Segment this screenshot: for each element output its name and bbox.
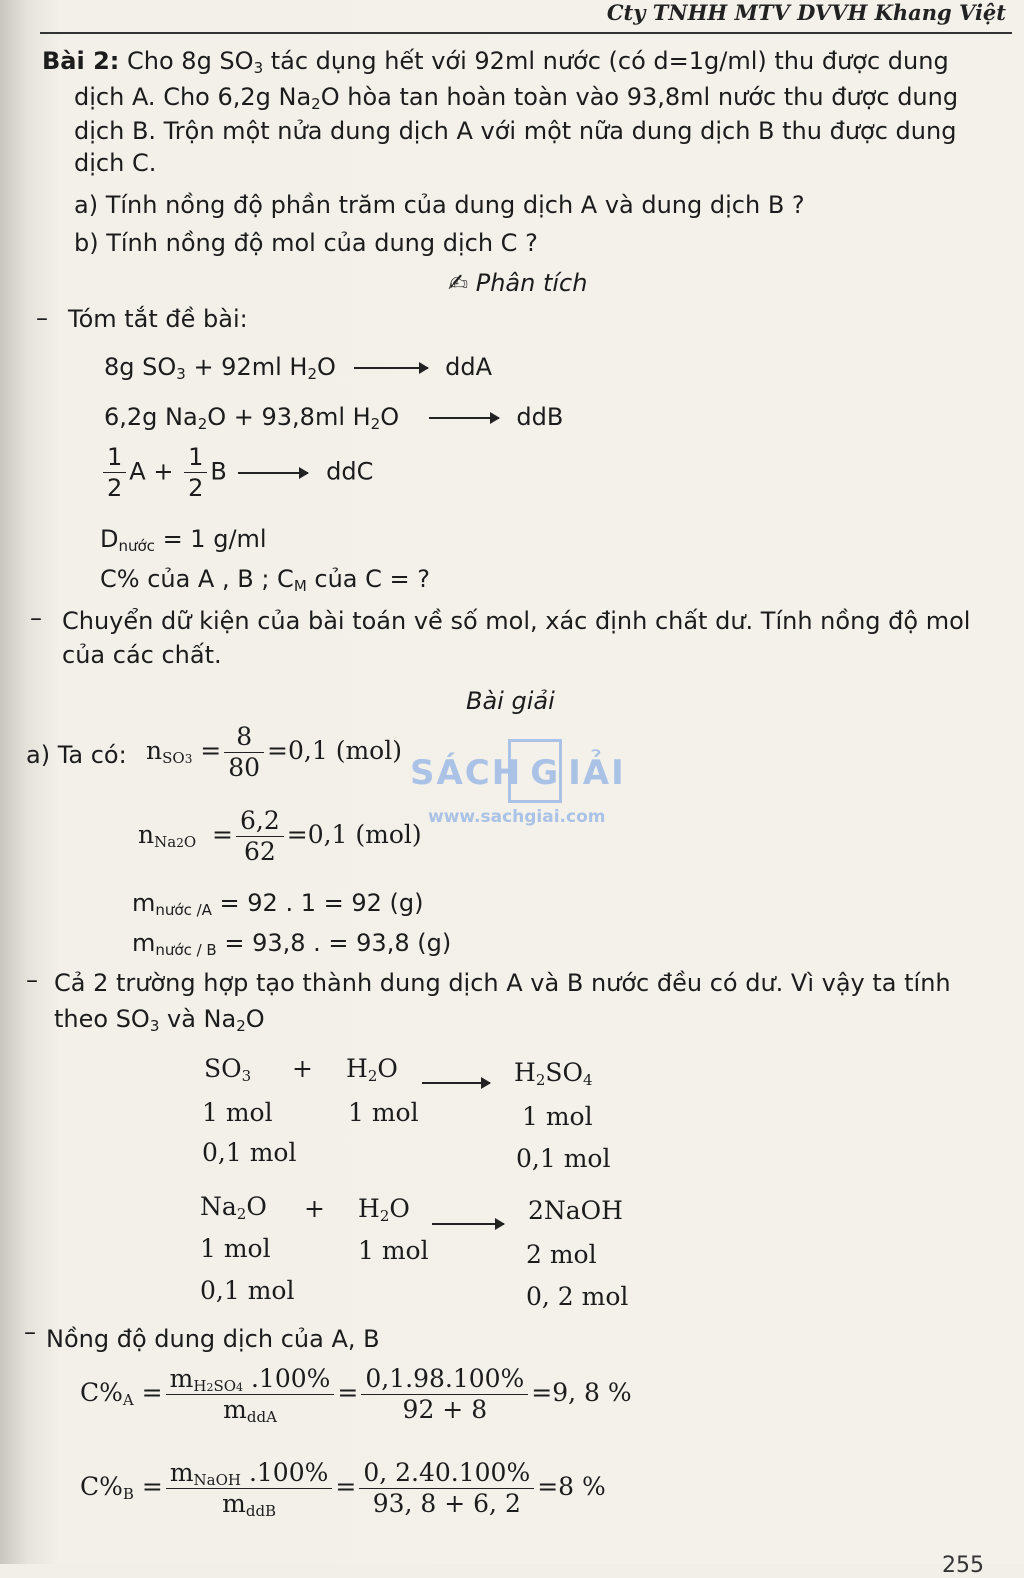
sub: SO [162,749,185,767]
symbol: n [146,736,163,765]
rx2-reactant-b [358,1194,410,1223]
text: .100% [243,1364,331,1393]
watermark-url: www.sachgiai.com [428,807,606,827]
formula: SO [545,1058,583,1087]
text: và Na [159,1005,237,1033]
sub: O [183,833,197,851]
denominator [166,1395,335,1425]
denominator [166,1489,333,1519]
denominator: 93, 8 + 6, 2 [372,1489,521,1518]
numerator: 6,2 [236,806,284,837]
ask-text: C% của A , B ; C [100,565,294,593]
step1-line-2: của các chất. [62,641,222,669]
sub: B [122,1485,134,1503]
density-sub: nước [118,537,155,555]
formula: O [246,1192,267,1221]
symbol: m [223,1395,247,1424]
step1-line: Chuyển dữ kiện của bài toán về số mol, xác định chất dư. Tính nồng độ mol [62,607,971,635]
watermark-logo [410,735,630,835]
term: A + [129,457,174,486]
sub: 2 [379,1207,390,1225]
product: ddA [445,353,493,381]
value: = 93,8 . = 93,8 (g) [216,929,452,957]
formula: H [358,1194,380,1223]
problem-text: O hòa tan hoàn toàn vào 93,8ml nước thu được dung [320,83,959,111]
denominator: 2 [188,474,204,502]
sub: ddB [245,1502,277,1520]
rx2-ratio-c: 2 mol [526,1240,597,1269]
reactant: 8g SO [104,353,177,381]
watermark-brand [410,753,626,793]
formula: Na [200,1192,237,1221]
rx1-ratio-c: 1 mol [522,1102,593,1131]
symbol: m [169,1458,194,1487]
sub: 2 [176,836,184,850]
rx1-reactant-b [346,1054,398,1083]
fraction [236,806,284,867]
numerator [166,1364,335,1395]
n-so3-eq: $n_{SO3}$ = $\frac{8}{80}$ =0,1 (mol) [146,722,402,782]
a-label: a) Ta có: [26,741,127,769]
rx2-product: 2NaOH [528,1196,623,1225]
analysis-heading [448,266,587,300]
arrow-icon [238,472,308,474]
sub: nước /A [155,901,212,919]
bullet-dash: – [30,604,42,632]
rx1-mol-a: 0,1 mol [202,1138,297,1167]
arrow-icon [354,367,428,369]
result: =8 % [537,1472,606,1501]
solution-heading: Bài giải [466,687,555,715]
reaction-summary-1: 8g $SO_3 + 92ml$ $H_2O$ ddA [104,353,493,383]
symbol: m [169,1364,194,1393]
sub: H [193,1377,207,1395]
problem-text: Cho 8g SO [127,47,254,75]
brand-part: IẢI [568,753,626,793]
formula: H [514,1058,536,1087]
bullet-dash: – [26,966,38,994]
conc-b-eq: $C\%_B$ = $\frac{m_{NaOH} .100\%}{m_{ddB}}$ = $\frac{0, 2.40.100\%}{93, 8 + 6, 2}$ =8 % [80,1458,606,1520]
symbol: n [138,820,155,849]
brand-part: G [530,753,561,793]
mass-b-line [132,926,451,960]
denominator: 92 + 8 [402,1395,488,1424]
page-number: 255 [942,1553,984,1578]
reactant: O [380,403,400,431]
rx2-ratio-b: 1 mol [358,1236,429,1265]
numerator: 0,1.98.100% [361,1364,528,1395]
sub: Na [154,833,177,851]
term: B [210,457,227,486]
rx2-mol-c: 0, 2 mol [526,1282,629,1311]
symbol: m [132,929,156,957]
sub: 2 [367,1067,378,1085]
fraction-half [184,442,207,503]
bullet-dash: – [36,304,48,332]
ask-text: của C = ? [306,565,430,593]
sub: 2 [206,1381,214,1394]
rx2-mol-a: 0,1 mol [200,1276,295,1305]
publisher-name: Cty TNHH MTV DVVH Khang Việt [606,0,1006,25]
mass-a-line [132,886,423,920]
problem-label: Bài 2: [42,47,120,75]
page-header [40,0,1012,34]
reactant: + 92ml H [185,353,308,381]
fraction [166,1364,335,1425]
reaction-summary-2: 6,2g $Na_2O + 93,8ml$ $H_2O$ ddB [104,403,564,433]
brand-part: SÁCH [410,753,523,793]
density-value: = 1 g/ml [154,525,267,553]
formula: O [389,1194,410,1223]
sub: 4 [236,1381,244,1394]
text: O [245,1005,265,1033]
reactant: O + 93,8ml H [207,403,371,431]
ask-sub: M [293,577,307,595]
formula: O [377,1054,398,1083]
arrow-icon [432,1223,504,1225]
reactant: O [317,353,336,381]
rx1-ratio-b: 1 mol [348,1098,419,1127]
bullet-dash: – [24,1318,36,1346]
problem-line-1: Bài 2: Cho 8g $SO_3$ tác dụng hết với 92ml nước (có d=1g/ml) thu được dung [42,47,949,77]
formula: H [346,1054,368,1083]
fraction [166,1458,333,1519]
denominator: 80 [228,753,261,782]
question-b: b) Tính nồng độ mol của dung dịch C ? [74,229,538,257]
excess-line-1: Cả 2 trường hợp tạo thành dung dịch A và B nước đều có dư. Vì vậy ta tính [54,969,951,997]
rx1-reactant-a [204,1054,251,1083]
density-line [100,522,267,556]
symbol: C% [80,1378,123,1407]
sub: A [122,1391,134,1409]
problem-text: tác dụng hết với 92ml nước (có d=1g/ml) thu được dung [263,47,949,75]
problem-line-4: dịch C. [74,149,157,177]
fraction [361,1364,528,1425]
sub: ddA [246,1408,277,1426]
result: =0,1 (mol) [267,736,402,765]
numerator: 1 [103,442,126,473]
arrow-icon [422,1082,490,1084]
symbol: m [132,889,156,917]
sub: 2 [236,1205,247,1223]
problem-line-3: dịch B. Trộn một nửa dung dịch A với một nữa dung dịch B thu được dung [74,117,957,145]
symbol: C% [80,1472,123,1501]
fraction-half [103,442,126,503]
question-a: a) Tính nồng độ phần trăm của dung dịch A và dung dịch B ? [74,191,805,219]
rx1-plus: + [292,1054,313,1083]
summary-label: Tóm tắt đề bài: [68,305,248,333]
result: =0,1 (mol) [286,820,422,849]
formula: SO [204,1054,242,1083]
sub: 4 [582,1071,593,1089]
numerator: 1 [184,442,207,473]
fraction [359,1458,534,1519]
density-symbol: D [100,525,119,553]
rx1-product [514,1058,593,1087]
conc-heading: Nồng độ dung dịch của A, B [46,1325,380,1353]
fraction [224,722,264,783]
symbol: m [222,1489,246,1518]
text: theo SO [54,1005,150,1033]
ask-line [100,562,430,596]
value: = 92 . 1 = 92 (g) [211,889,424,917]
problem-text: dịch A. Cho 6,2g Na [74,83,312,111]
sub: SO [213,1377,237,1395]
result: =9, 8 % [531,1378,632,1407]
pencil-icon: ✍ [448,269,476,297]
rx1-arrow [422,1072,490,1091]
denominator: 62 [243,837,276,866]
excess-line-2: theo $SO_3$ và $Na_2O$ [54,1005,265,1035]
rx2-ratio-a: 1 mol [200,1234,271,1263]
rx1-mol-c: 0,1 mol [516,1144,611,1173]
sub: 3 [241,1067,252,1085]
sub: 3 [184,752,193,766]
product: ddB [516,403,564,431]
rx2-plus: + [304,1194,325,1223]
conc-a-eq: $C\%_A$ = $\frac{m_{H2SO4} .100\%}{m_{ddA}}$ = $\frac{0,1.98.100\%}{92 + 8}$ =9, 8 % [80,1364,632,1426]
problem-line-2: dịch A. Cho 6,2g $Na_2O$ hòa tan hoàn toàn vào 93,8ml nước thu được dung [74,83,959,113]
sub: NaOH [193,1471,241,1489]
product: ddC [326,457,374,486]
numerator: 8 [224,722,264,753]
text: .100% [241,1458,329,1487]
denominator: 2 [107,474,123,502]
arrow-icon [429,417,499,419]
rx2-arrow [432,1213,504,1232]
reaction-summary-3 [100,442,373,503]
reactant: 6,2g Na [104,403,198,431]
sub: nước / B [155,941,217,959]
rx2-reactant-a [200,1192,267,1221]
numerator [166,1458,333,1489]
analysis-heading-text: Phân tích [475,269,588,297]
sub: 2 [535,1071,546,1089]
n-na2o-eq: $n_{Na2O}$ = $\frac{6,2}{62}$ =0,1 (mol) [138,806,422,866]
numerator: 0, 2.40.100% [359,1458,534,1489]
rx1-ratio-a: 1 mol [202,1098,273,1127]
